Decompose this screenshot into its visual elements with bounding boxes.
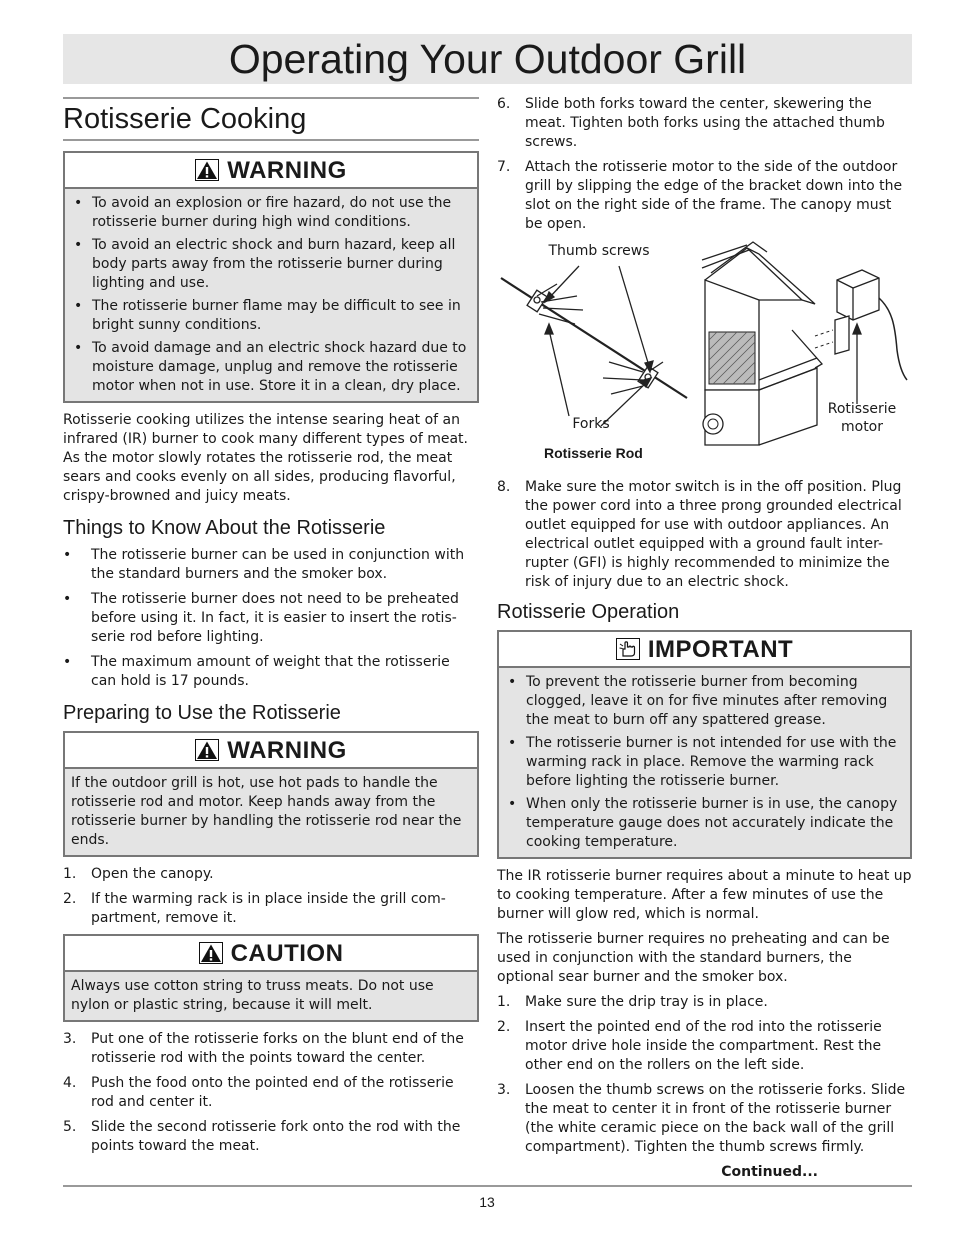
important-label: IMPORTANT bbox=[647, 635, 794, 663]
rotisserie-motor-label: Rotisserie motor bbox=[827, 401, 897, 435]
warning-triangle-icon bbox=[199, 942, 223, 964]
step-number: 7. bbox=[497, 159, 511, 175]
warning-body bbox=[65, 189, 477, 401]
step-text: Slide both forks toward the center, skewering the meat. Tighten both forks using the attached thumb screws. bbox=[525, 96, 885, 150]
caution-label: CAUTION bbox=[230, 939, 344, 967]
right-column bbox=[497, 95, 912, 1182]
step-number: 2. bbox=[63, 891, 77, 907]
rotisserie-illustration bbox=[497, 240, 912, 472]
step-number: 4. bbox=[63, 1075, 77, 1091]
hand-note-icon bbox=[616, 638, 640, 660]
page-number: 13 bbox=[479, 1194, 495, 1210]
step-number: 3. bbox=[497, 1082, 511, 1098]
step-text: Put one of the rotisserie forks on the blunt end of the rotisserie rod with the points toward the center. bbox=[91, 1031, 464, 1066]
step-number: 1. bbox=[497, 994, 511, 1010]
step-item bbox=[497, 1018, 912, 1075]
step-text: Make sure the drip tray is in place. bbox=[525, 994, 768, 1010]
step-text: Slide the second rotisserie fork onto the rod with the points toward the meat. bbox=[91, 1119, 461, 1154]
preparing-title: Preparing to Use the Rotisserie bbox=[63, 702, 341, 724]
steps-list-b bbox=[63, 1030, 479, 1156]
warning-box-hazards bbox=[63, 151, 479, 403]
warning-header bbox=[65, 733, 477, 769]
step-item bbox=[497, 158, 912, 234]
important-header bbox=[499, 632, 910, 668]
warning-item: • To avoid damage and an electric shock hazard due to moisture damage, unplug and remove the rotisserie motor when not in use. Store it in a clean, dry place. bbox=[71, 339, 469, 396]
step-item bbox=[63, 1030, 479, 1068]
figure-caption: Rotisserie Rod bbox=[544, 445, 643, 461]
step-item bbox=[63, 890, 479, 928]
warning-label: WARNING bbox=[227, 156, 347, 184]
list-item: • The rotisserie burner does not need to be preheated before using it. In fact, it is easier to insert the rotis-serie rod before lighting. bbox=[63, 590, 479, 647]
caution-body bbox=[65, 972, 477, 1020]
list-item: • The rotisserie burner can be used in conjunction with the standard burners and the smoker box. bbox=[63, 546, 479, 584]
intro-paragraph: Rotisserie cooking utilizes the intense searing heat of an infrared (IR) burner to cook many different types of meat. As the motor slowly rotates the rotisserie rod, the meat sears and cooks evenly on all sides, producing flavorful, crispy-browned and juicy meats. bbox=[63, 412, 468, 504]
step-number: 1. bbox=[63, 866, 77, 882]
step-number: 6. bbox=[497, 96, 511, 112]
left-column bbox=[63, 97, 479, 1162]
step-number: 8. bbox=[497, 479, 511, 495]
step-item bbox=[497, 478, 912, 592]
warning-item: • To avoid an electric shock and burn hazard, keep all body parts away from the rotisserie burner during lighting and use. bbox=[71, 236, 469, 293]
operation-steps bbox=[497, 993, 912, 1157]
caution-text: Always use cotton string to truss meats. Do not use nylon or plastic string, because it will melt. bbox=[71, 978, 434, 1013]
things-to-know-title: Things to Know About the Rotisserie bbox=[63, 517, 386, 539]
warning-label: WARNING bbox=[227, 736, 347, 764]
steps-list-d bbox=[497, 478, 912, 592]
step-text: Attach the rotisserie motor to the side of the outdoor grill by slipping the edge of the bracket down into the slot on the right side of the frame. The canopy must be open. bbox=[525, 159, 903, 232]
important-item: • The rotisserie burner is not intended for use with the warming rack in place. Remove the warming rack before lighting the rotisserie burner. bbox=[505, 734, 902, 791]
step-text: If the warming rack is in place inside the grill com-partment, remove it. bbox=[91, 891, 446, 926]
section-title: Rotisserie Cooking bbox=[63, 97, 479, 141]
page-title-bar bbox=[63, 34, 912, 84]
warning-header bbox=[65, 153, 477, 189]
important-body bbox=[499, 668, 910, 857]
step-item bbox=[63, 1074, 479, 1112]
footer-divider bbox=[63, 1185, 912, 1187]
rotisserie-figure bbox=[497, 240, 912, 472]
important-item: • When only the rotisserie burner is in use, the canopy temperature gauge does not accurately indicate the cooking temperature. bbox=[505, 795, 902, 852]
warning-box-hot bbox=[63, 731, 479, 857]
warning-text: If the outdoor grill is hot, use hot pads to handle the rotisserie rod and motor. Keep hands away from the rotisserie burner by handling the rotisserie rod near the ends. bbox=[71, 775, 462, 848]
operation-paragraph-1: The IR rotisserie burner requires about a minute to heat up to cooking temperature. After a few minutes of use the burner will glow red, which is normal. bbox=[497, 868, 912, 922]
step-text: Insert the pointed end of the rod into the rotisserie motor drive hole inside the compartment. Rest the other end on the rollers on the left side. bbox=[525, 1019, 882, 1073]
important-item: • To prevent the rotisserie burner from becoming clogged, leave it on for five minutes after removing the meat to burn off any spattered grease. bbox=[505, 673, 902, 730]
page-title: Operating Your Outdoor Grill bbox=[228, 36, 747, 82]
steps-list-a bbox=[63, 865, 479, 928]
step-item bbox=[63, 865, 479, 884]
warning-body bbox=[65, 769, 477, 855]
list-item: • The maximum amount of weight that the rotisserie can hold is 17 pounds. bbox=[63, 653, 479, 691]
step-text: Make sure the motor switch is in the off position. Plug the power cord into a three prong grounded electrical outlet equipped for use with outdoor appliances. An electrical outlet equipped with a ground fault inter-rupter (GFI) is highly recommended to minimize the risk of injury due to an electric shock. bbox=[525, 479, 902, 590]
operation-title: Rotisserie Operation bbox=[497, 601, 680, 623]
step-text: Open the canopy. bbox=[91, 866, 214, 882]
step-number: 3. bbox=[63, 1031, 77, 1047]
step-item bbox=[63, 1118, 479, 1156]
step-item bbox=[497, 993, 912, 1012]
warning-triangle-icon bbox=[195, 739, 219, 761]
step-item bbox=[497, 1081, 912, 1157]
things-to-know-list bbox=[63, 546, 479, 691]
step-item bbox=[497, 95, 912, 152]
important-box bbox=[497, 630, 912, 859]
steps-list-c bbox=[497, 95, 912, 234]
thumb-screws-label: Thumb screws bbox=[548, 243, 650, 259]
step-number: 2. bbox=[497, 1019, 511, 1035]
warning-item: • To avoid an explosion or fire hazard, do not use the rotisserie burner during high wind conditions. bbox=[71, 194, 469, 232]
continued-note: Continued... bbox=[721, 1164, 818, 1180]
warning-item: • The rotisserie burner flame may be difficult to see in bright sunny conditions. bbox=[71, 297, 469, 335]
step-text: Push the food onto the pointed end of the rotisserie rod and center it. bbox=[91, 1075, 454, 1110]
caution-box bbox=[63, 934, 479, 1022]
caution-header bbox=[65, 936, 477, 972]
step-text: Loosen the thumb screws on the rotisserie forks. Slide the meat to center it in front of the rotisserie burner (the white ceramic piece on the back wall of the grill compartment). Tighten the thumb screws firmly. bbox=[525, 1082, 906, 1155]
operation-paragraph-2: The rotisserie burner requires no preheating and can be used in conjunction with the standard burners, the optional sear burner and the smoker box. bbox=[497, 931, 890, 985]
warning-triangle-icon bbox=[195, 159, 219, 181]
step-number: 5. bbox=[63, 1119, 77, 1135]
forks-label: Forks bbox=[572, 416, 610, 432]
